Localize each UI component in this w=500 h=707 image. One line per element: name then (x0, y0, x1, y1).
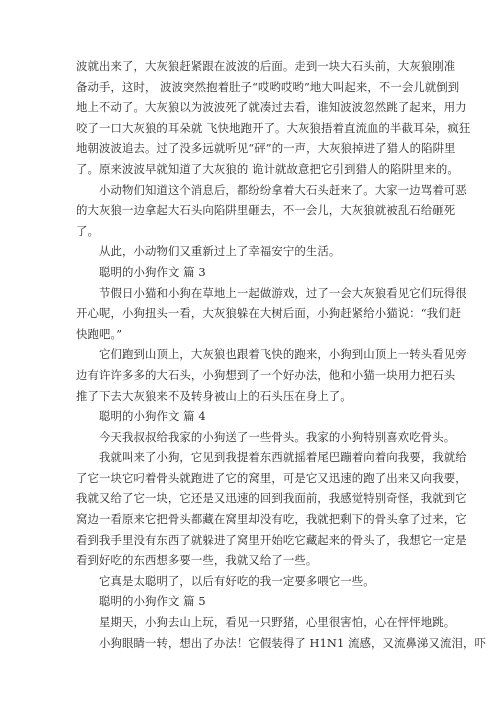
paragraph-line: 看到我手里没有东西了就躲进了窝里开始吃它藏起来的骨头了，我想它一定是 (76, 532, 467, 547)
paragraph-line: 快跑吧。” (76, 326, 123, 341)
paragraph-line: 了。 (76, 223, 99, 238)
paragraph-line: 边有许许多多的大石头，小狗想到了一个好办法，他和小猫一块用力把石头 (76, 367, 456, 382)
paragraph-line: 从此，小动物们又重新过上了幸福安宁的生活。 (99, 244, 341, 259)
paragraph-line: 的大灰狼一边拿起大石头向陷阱里砸去，不一会儿，大灰狼就被乱石给砸死 (76, 203, 456, 218)
paragraph-line: 它真是太聪明了，以后有好吃的我一定要多喂它一些。 (99, 573, 375, 588)
paragraph-line: 波就出来了，大灰狼赶紧跟在波波的后面。走到一块大石头前，大灰狼刚准 (76, 59, 456, 73)
paragraph-line: 了。原来波波早就知道了大灰狼的 诡计就故意把它引到猎人的陷阱里来的。 (76, 161, 459, 176)
paragraph-line: 星期天，小狗去山上玩，看见一只野猪，心里很害怕，心在怦怦地跳。 (99, 615, 456, 630)
paragraph-line: 今天我叔叔给我家的小狗送了一些骨头。我家的小狗特别喜欢吃骨头。 (99, 429, 456, 444)
paragraph-line: 开心呢，小狗扭头一看，大灰狼躲在大树后面，小狗赶紧给小猫说：“我们赶 (76, 306, 462, 321)
document-body (76, 56, 486, 653)
paragraph-line: 地上不动了。大灰狼以为波波死了就凑过去看，谁知波波忽然跳了起来，用力 (76, 100, 467, 115)
paragraph-line: 地朝波波追去。过了没多远就听见“砰”的一声，大灰狼掉进了猎人的陷阱里 (76, 141, 456, 156)
paragraph-line: 它们跑到山顶上，大灰狼也跟着飞快的跑来，小狗到山顶上一转头看见旁 (99, 347, 467, 362)
paragraph-line: 窝边一看原来它把骨头都藏在窝里却没有吃，我就把剩下的骨头拿了过来，它 (76, 512, 467, 527)
paragraph-line: 咬了一口大灰狼的耳朵就 飞快地跑开了。大灰狼捂着直流血的半截耳朵，疯狂 (76, 120, 471, 135)
paragraph-line: 我就又给了它一块，它还是又迅速的回到我面前，我感觉特别奇怪，我就到它 (76, 491, 467, 506)
paragraph-line: 节假日小猫和小狗在草地上一起做游戏，过了一会大灰狼看见它们玩得很 (99, 285, 467, 300)
paragraph-line: 小动物们知道这个消息后，都纷纷拿着大石头赶来了。大家一边骂着可恶 (99, 182, 467, 197)
paragraph-line: 看到好吃的东西想多要一些，我就又给了一些。 (76, 553, 318, 568)
paragraph-line: 推了下去大灰狼来不及转身被山上的石头压在身上了。 (76, 388, 352, 403)
section-heading: 聪明的小狗作文 篇 3 (99, 264, 206, 279)
paragraph-line: 了它一块它叼着骨头就跑进了它的窝里，可是它又迅速的跑了出来又向我要， (76, 470, 467, 485)
section-heading: 聪明的小狗作文 篇 5 (99, 594, 206, 609)
section-heading: 聪明的小狗作文 篇 4 (99, 409, 206, 424)
paragraph-line: 备动手，这时， 波波突然抱着肚子“哎哟哎哟”地大叫起来，不一会儿就倒到 (76, 79, 460, 94)
paragraph-line: 小狗眼睛一转，想出了办法！它假装得了 H1N1 流感，又流鼻涕又流泪，吓 (99, 635, 486, 650)
paragraph-line: 我就叫来了小狗，它见到我提着东西就摇着尾巴蹦着向着向我要，我就给 (99, 450, 467, 465)
